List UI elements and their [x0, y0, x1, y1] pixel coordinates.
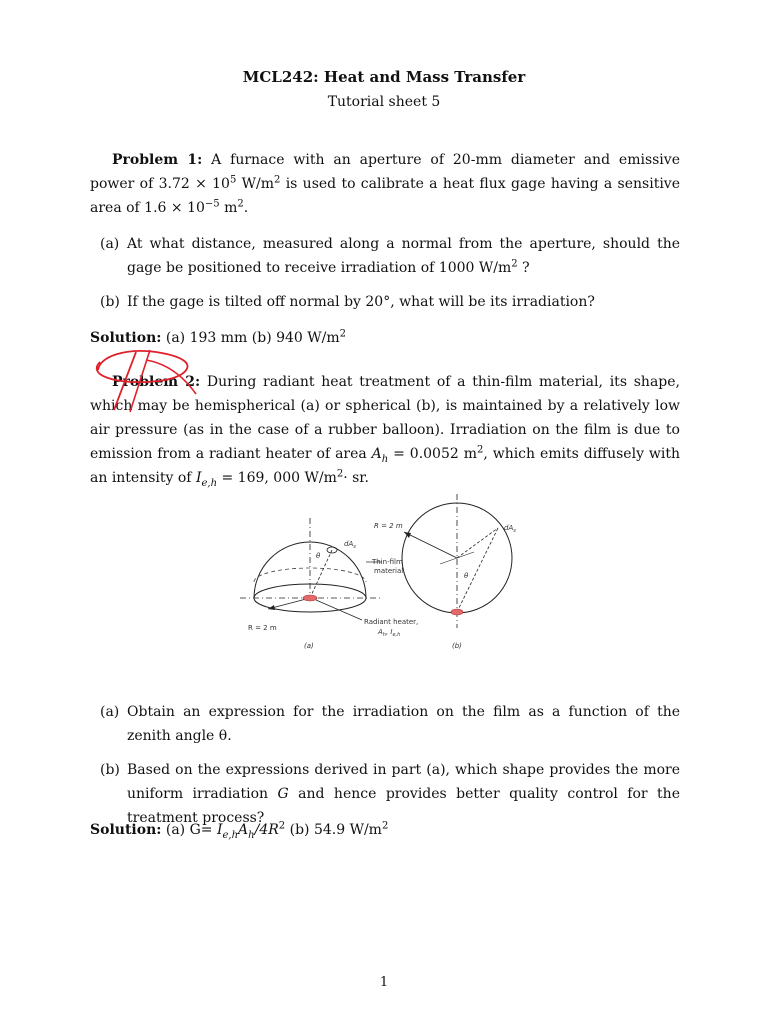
page-number: 1 [379, 975, 389, 990]
svg-text:θ: θ [464, 572, 469, 580]
problem-1-part-b: (b) If the gage is tilted off normal by 20°, what will be its irradiation? [100, 294, 595, 310]
problem-1-solution: Solution: (a) 193 mm (b) 940 $W/m^2$ [90, 328, 347, 346]
problem-2-solution: Solution: (a) $G= I_{e,h}A_h/4R^2$ (b) 54.9 $W/m^2$ [90, 820, 389, 841]
page-title: MCL242: Heat and Mass Transfer [242, 68, 526, 86]
svg-text:material: material [374, 567, 404, 575]
heater-right [451, 609, 463, 615]
problem-1-part-a: (a) At what distance, measured along a normal from the aperture, should the gage be positioned to receive irradiation of 1000 $W/m^2$ ? [100, 236, 680, 276]
svg-text:R = 2 m: R = 2 m [374, 522, 403, 530]
page-subtitle: Tutorial sheet 5 [327, 94, 441, 110]
problem-2-statement: Problem 2: During radiant heat treatment of a thin-film material, its shape, which may be hemispherical (a) or spherical (b), is maintained by a relatively low air pressure (as in the case of a rubber balloon). Irradiation on the film is due to emission from a radiant heater of area $A_h = 0.0052$ $m^2$, which emits diffusely with an intensity of $I_{e,h} = 169$, 000 $W/m^2\cdot$ sr. [90, 374, 680, 489]
problem-2-part-a: (a) Obtain an expression for the irradiation on the film as a function of the zenith angle θ. [100, 704, 680, 744]
hemisphere-sphere-figure [232, 478, 532, 658]
svg-text:dAs: $dA_s$ [504, 524, 516, 534]
svg-text:R = 2 m: R = 2 m [248, 624, 277, 632]
svg-text:Radiant heater,: Radiant heater, [364, 618, 419, 626]
svg-text:θ: θ [316, 552, 321, 560]
problem-2-label: Problem 2: [112, 374, 201, 390]
svg-text:(b): (b) [452, 642, 462, 650]
svg-text:dAs: $dA_s$ [344, 540, 356, 550]
svg-text:Thin-film: Thin-film [372, 558, 403, 566]
svg-text:(a): (a) [304, 642, 314, 650]
problem-1-label: Problem 1: [112, 152, 203, 168]
hemisphere-diagram [240, 518, 418, 650]
problem-2-part-b: (b) Based on the expressions derived in part (a), which shape provides the more uniform irradiation G and hence provides better quality control for the treatment process? [100, 762, 680, 826]
problem-1-statement: Problem 1: A furnace with an aperture of 20-mm diameter and emissive power of $3.72 \times 10^5$ $W/m^2$ is used to calibrate a heat flux gage having a sensitive area of $1.6 \times 10^{-5}$ $m^2$. [90, 152, 680, 216]
heater-left [303, 595, 317, 601]
svg-text:Ah, Ie,h: $A_h$, $I_{e,h}$ [378, 628, 401, 638]
